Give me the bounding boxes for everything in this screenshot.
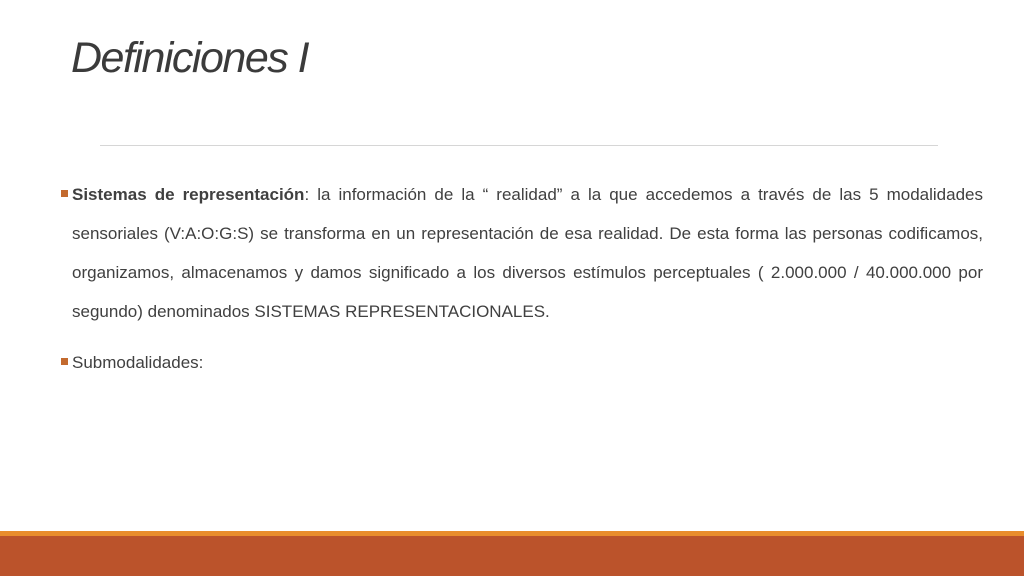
square-bullet-icon [61,190,68,197]
slide-body [60,175,983,382]
title-divider [100,145,938,146]
footer-band [0,531,1024,576]
bullet-text: : la información de la “ realidad” a la que accedemos a través de las 5 modalidades sensoriales (V:A:O:G:S) se transforma en un representación de esa realidad. De esta forma las personas codificamos, organizamos, almacenamos y damos significado a los diversos estímulos perceptuales ( 2.000.000 / 40.000.000 por segundo) denominados SISTEMAS REPRESENTACIONALES. [72,185,983,321]
bullet-text: Submodalidades: [72,353,204,372]
square-bullet-icon [61,358,68,365]
bullet-item-sistemas [60,175,983,331]
footer-bar [0,536,1024,576]
bullet-term: Sistemas de representación [72,185,305,204]
slide-title: Definiciones I [71,34,309,82]
bullet-item-submodalidades [60,343,983,382]
